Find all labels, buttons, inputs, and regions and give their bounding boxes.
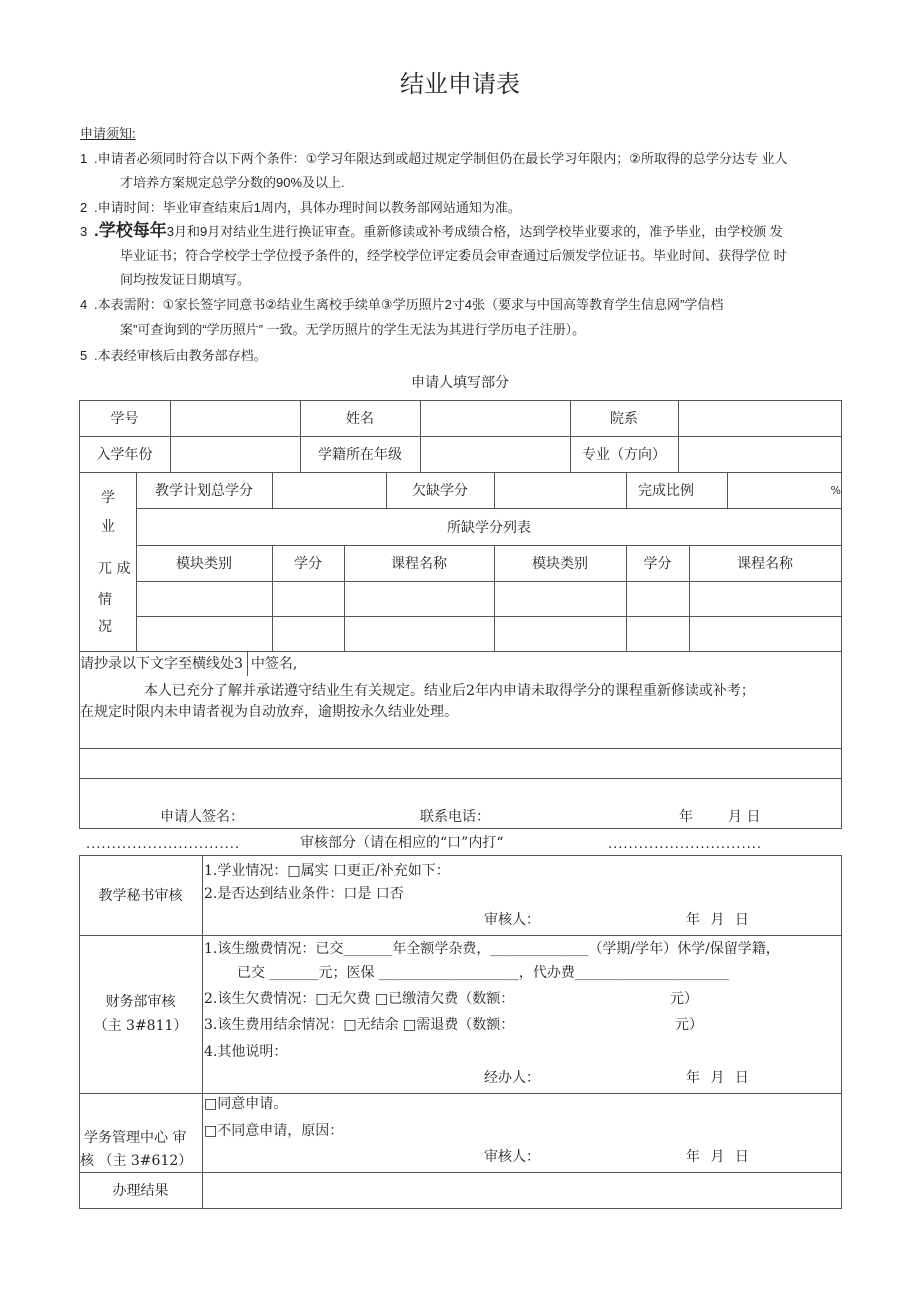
year-label: 年 <box>679 809 693 825</box>
applicant-sign-label: 申请人签名： <box>160 809 244 825</box>
side-char: 学 <box>101 490 115 506</box>
finance-item-3-unit: 元） <box>675 1017 703 1033</box>
month-day-label: 月 日 <box>728 809 761 825</box>
review-heading: 审核部分（请在相应的“口”内打“ <box>300 835 504 851</box>
secretary-reviewer: 审核人： <box>484 912 540 928</box>
dots-right: .............................. <box>608 837 762 852</box>
finance-handler: 经办人： <box>484 1070 540 1086</box>
center-label-line: 学务管理中心 审 <box>84 1130 187 1146</box>
notice-heading: 申请须知: <box>80 126 136 141</box>
missing-list-heading: 所缺学分列表 <box>447 519 531 536</box>
approve-option[interactable]: □同意申请。 <box>204 1096 288 1112</box>
side-char: 情 <box>98 592 112 608</box>
finance-item-4[interactable]: 4.其他说明： <box>204 1044 288 1060</box>
finance-item-2[interactable]: 2.该生欠费情况：□无欠费 □已缴清欠费（数额： <box>204 991 515 1007</box>
notice-num: 2 <box>80 200 88 215</box>
missing-credits-field[interactable] <box>494 472 626 508</box>
college-field[interactable] <box>678 400 841 436</box>
finance-label-line: 财务部审核 <box>105 994 176 1010</box>
grade-label: 学籍所在年级 <box>318 447 402 463</box>
side-char: 兀 成 <box>98 561 131 577</box>
col-credits: 学分 <box>643 556 672 572</box>
notice-num: 5 <box>80 348 88 363</box>
notice-text: .申请时间：毕业审查结束后1周内，具体办理时间以教务部网站通知为准。 <box>94 200 521 215</box>
total-credits-label: 教学计划总学分 <box>155 483 253 499</box>
notice-text: 案”可查询到的“学历照片” 一致。无学历照片的学生无法为其进行学历电子注册）。 <box>120 322 586 337</box>
copy-prompt-line <box>80 652 297 676</box>
secretary-date: 年 月 日 <box>686 912 752 928</box>
center-date: 年 月 日 <box>686 1149 752 1165</box>
side-char: 业 <box>101 519 115 535</box>
finance-review-label <box>79 935 202 1093</box>
completion-field[interactable]: % <box>830 483 841 497</box>
major-label: 专业（方向） <box>582 447 666 463</box>
finance-item-3[interactable]: 3.该生费用结余情况：□无结余 □需退费（数额： <box>204 1017 515 1033</box>
student-id-label: 学号 <box>110 411 139 427</box>
col-module: 模块类别 <box>176 556 232 572</box>
notice-num: 3 <box>80 224 88 239</box>
applicant-section-heading: 申请人填写部分 <box>411 375 509 391</box>
notice-text: .本表经审核后由教务部存档。 <box>94 348 267 363</box>
major-field[interactable] <box>678 436 841 472</box>
notice-text: .学校每年 <box>94 221 167 240</box>
notice-text: 才培养方案规定总学分数的90%及以上. <box>120 175 345 190</box>
pledge-line-1: 本人已充分了解并承诺遵守结业生有关规定。结业后2年内申请未取得学分的课程重新修读或补考； <box>144 683 755 699</box>
notice-num: 4 <box>80 297 88 312</box>
phone-label: 联系电话： <box>420 809 490 825</box>
finance-item-1[interactable]: 1.该生缴费情况：已交_______年全额学杂费，______________（学期/学年）休学/保留学籍， <box>204 941 780 957</box>
center-reviewer: 审核人： <box>484 1149 540 1165</box>
secretary-review-label: 教学秘书审核 <box>98 888 183 904</box>
side-char: 况 <box>98 619 112 635</box>
completion-label: 完成比例 <box>638 483 694 499</box>
name-label: 姓名 <box>346 411 374 427</box>
notice-item-3-line <box>94 222 783 239</box>
reject-option[interactable]: □不同意申请，原因： <box>204 1123 344 1139</box>
finance-date: 年 月 日 <box>686 1070 752 1086</box>
dots-left: .............................. <box>86 837 240 852</box>
finance-item-1b[interactable]: 已交 _______元；医保 ____________________，代办费______________________ <box>237 965 729 981</box>
form-title: 结业申请表 <box>400 70 520 98</box>
total-credits-field[interactable] <box>272 472 386 508</box>
student-id-field[interactable] <box>170 400 300 436</box>
copy-line-field[interactable] <box>79 748 841 778</box>
center-label-line: 核 （主 3#612） <box>80 1153 193 1169</box>
notice-text: .申请者必须同时符合以下两个条件：①学习年限达到或超过规定学制但仍在最长学习年限内；②所取得的总学分达专 业人 <box>94 151 788 166</box>
missing-credits-label: 欠缺学分 <box>412 483 468 499</box>
enroll-year-field[interactable] <box>170 436 300 472</box>
col-course: 课程名称 <box>737 556 793 572</box>
col-credits: 学分 <box>294 556 322 572</box>
col-module: 模块类别 <box>532 556 588 572</box>
copy-prompt: 请抄录以下文字至横线处3 <box>80 656 243 672</box>
notice-text: .本表需附：①家长签字同意书②结业生离校手续单③学历照片2寸4张（要求与中国高等教育学生信息网”学信档 <box>94 297 724 312</box>
notice-text: 间均按发证日期填写。 <box>120 272 251 287</box>
enroll-year-label: 入学年份 <box>96 447 153 463</box>
notice-text: 毕业证书；符合学校学士学位授予条件的，经学校学位评定委员会审查通过后颁发学位证书。毕业时间、获得学位 时 <box>120 248 787 263</box>
notice-text: 3月和9月对结业生进行换证审查。重新修读或补考成绩合格，达到学校毕业要求的，准予毕业，由学校颁 发 <box>166 224 783 239</box>
col-course: 课程名称 <box>391 556 447 572</box>
finance-label-line: （主 3#811） <box>93 1018 188 1034</box>
secretary-item-1[interactable]: 1.学业情况：□属实 口更正/补充如下： <box>204 863 450 879</box>
sign-instruction: 中签名, <box>247 652 297 676</box>
result-field[interactable] <box>202 1172 841 1208</box>
name-field[interactable] <box>420 400 570 436</box>
finance-item-2-unit: 元） <box>670 991 698 1007</box>
college-label: 院系 <box>610 411 638 427</box>
secretary-item-2[interactable]: 2.是否达到结业条件：口是 口否 <box>204 886 404 902</box>
grade-field[interactable] <box>420 436 570 472</box>
result-label: 办理结果 <box>112 1183 169 1199</box>
pledge-line-2: 在规定时限内未申请者视为自动放弃，逾期按永久结业处理。 <box>80 704 458 720</box>
notice-num: 1 <box>80 151 88 166</box>
